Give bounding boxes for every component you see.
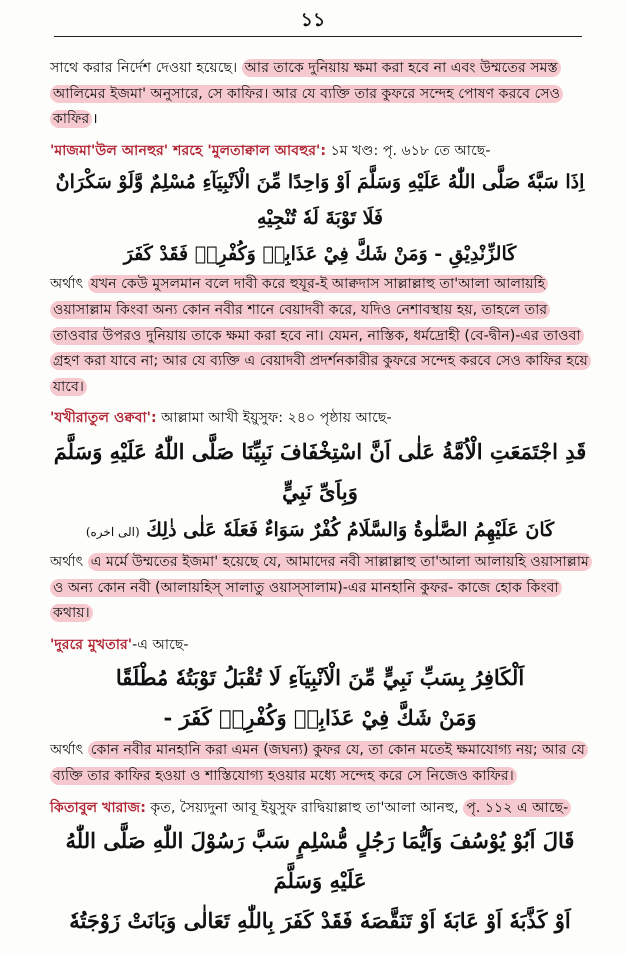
highlighted-text: যখন কেউ মুসলমান বলে দাবী করে হুযূর-ই আক্বদাস সাল্লাল্লাহু তা'আলা আলায়হি ওয়াসাল্লাম কিংবা অন্য কোন নবীর শানে বেয়াদবী করে, যদিও নেশাবস্থায় হয়, তাহলে তার তাওবার উপরও দুনিয়ায় তাকে ক্ষমা করা হবে না। যেমন, নাস্তিক, ধর্মদ্রোহী (বে-দ্বীন)-এর তাওবা গ্রহণ করা যাবে না; আর যে ব্যক্তি এ বেয়াদবী প্রদর্শনকারীর কুফরে সন্দেহ করবে সেও কাফির হয়ে যাবে। [50,275,591,395]
page-body [50,56,590,941]
text: অর্থাৎ [50,553,88,570]
source-reference: আল্লামা আখী ইয়ুসুফ: ২৪০ পৃষ্ঠায় আছে- [156,410,392,427]
page-number: ১১ [300,9,326,31]
source-reference: -এ আছে- [132,636,189,653]
source-reference: ১ম খণ্ড: পৃ. ৬১৮ তে আছে- [326,142,491,159]
arabic-quote-4-line-1: قَالَ اَبُوْ يُوْسُفَ وَاَيُّمَا رَجُلٍ مُّسْلِمٍ سَبَّ رَسُوْلَ اللّٰهِ صَلَّى اللّٰهُ عَلَيْهِ وَسَلَّمَ [65,828,575,894]
source-title: 'দুররে মুখতার' [50,636,133,653]
text: অর্থাৎ [50,742,88,759]
arabic-quote-3-line-2: وَمَنْ شَكَّ فِيْ عَذَابِهٖ وَكُفْرِهٖ كَفَرَ - [163,705,477,731]
arabic-quote-3-line-1: اَلْكَافِرُ بِسَبِّ نَبِيٍّ مِّنَ الْاَنْبِيَآءِ لَا تُقْبَلُ تَوْبَتُهٗ مُطْلَقًا [115,665,525,691]
highlighted-text: কোন নবীর মানহানি করা এমন (জঘন্য) কুফর যে, তা কোন মতেই ক্ষমাযোগ্য নয়; আর যে ব্যক্তি তার কাফির হওয়া ও শাস্তিযোগ্য হওয়ার মধ্যে সন্দেহ করে সে নিজেও কাফির। [50,741,588,785]
source-heading-zakhiratul-uqba [50,406,590,432]
source-heading-durre-mukhtar [50,633,590,659]
highlighted-text: আর তাকে দুনিয়ায় ক্ষমা করা হবে না এবং উম্মতের সমস্ত আলিমের ইজমা' অনুসারে, সে কাফির। আর যে ব্যক্তি তার কুফরে সন্দেহ পোষণ করবে সেও কাফির [50,59,563,128]
header-rule [54,36,582,37]
arabic-quote-4-line-2: اَوْ كَذَّبَهٗ اَوْ عَابَهٗ اَوْ تَنَقَّصَهٗ فَقَدْ كَفَرَ بِاللّٰهِ تَعَالٰى وَبَانَتْ زَوْجَتُهٗ [69,908,571,934]
paragraph-2 [50,272,590,400]
text: অর্থাৎ [50,276,88,293]
arabic-quote-1-line-2: كَالزِّنْدِيْقِ - وَمَنْ شَكَّ فِيْ عَذَابِهٖ وَكُفْرِهٖ فَقَدْ كَفَرَ [123,243,517,266]
paragraph-1 [50,56,590,133]
text: । [92,111,98,128]
paragraph-3 [50,550,590,627]
source-title: 'মাজমা'উল আনহুর' শরহে 'মুলতাক্বাল আবহুর': [50,142,327,159]
arabic-note: (الى اخره) [85,524,140,539]
source-title: 'যখীরাতুল ওক্ববা': [50,410,157,427]
paragraph-4 [50,738,590,789]
arabic-quote-2-line-2 [50,512,590,550]
highlighted-text: এ মর্মে উম্মতের ইজমা' হয়েছে যে, আমাদের নবী সাল্লাল্লাহু তা'আলা আলায়হি ওয়াসাল্লাম ও অন্য কোন নবী (আলায়হিস্ সালাতু ওয়াস্সালাম)-এর মানহানি কুফর- কাজে হোক কিংবা কথায়। [50,553,592,622]
highlighted-text: পৃ. ১১২ এ আছে- [463,799,571,817]
text: সাথে করার নির্দেশ দেওয়া হয়েছে। [50,60,242,76]
source-heading-kitabul-kharaj [50,796,590,822]
arabic-quote-2-line-1: قَدِ اجْتَمَعَتِ الْاُمَّةُ عَلٰى اَنَّ اسْتِخْفَافَ نَبِيِّنَا صَلَّى اللّٰهُ عَلَيْهِ وَسَلَّمَ وَبِاَىِّ نَبِيٍّ [53,438,587,504]
arabic-text: كَانَ عَلَيْهِمُ الصَّلٰوةُ وَالسَّلَامُ كُفْرٌ سَوَاءٌ فَعَلَهٗ عَلٰى ذٰلِكَ [146,518,555,541]
source-title: কিতাবুল খারাজ: [50,799,146,816]
source-heading-majmaul-anhur [50,139,590,165]
arabic-quote-1-line-1: اِذَا سَبَّهٗ صَلَّى اللّٰهُ عَلَيْهِ وَسَلَّمَ اَوْ وَاحِدًا مِّنَ الْاَنْبِيَآءِ مُسْلِمٌ وَّلَوْ سَكْرَانٌ فَلَا تَوْبَةَ لَهٗ تُنْجِيْهِ [55,171,585,230]
source-reference: কৃত, সৈয়্যদুনা আবূ ইয়ুসুফ রাদ্বিয়াল্লাহু তা'আলা আনহু, [145,799,464,816]
